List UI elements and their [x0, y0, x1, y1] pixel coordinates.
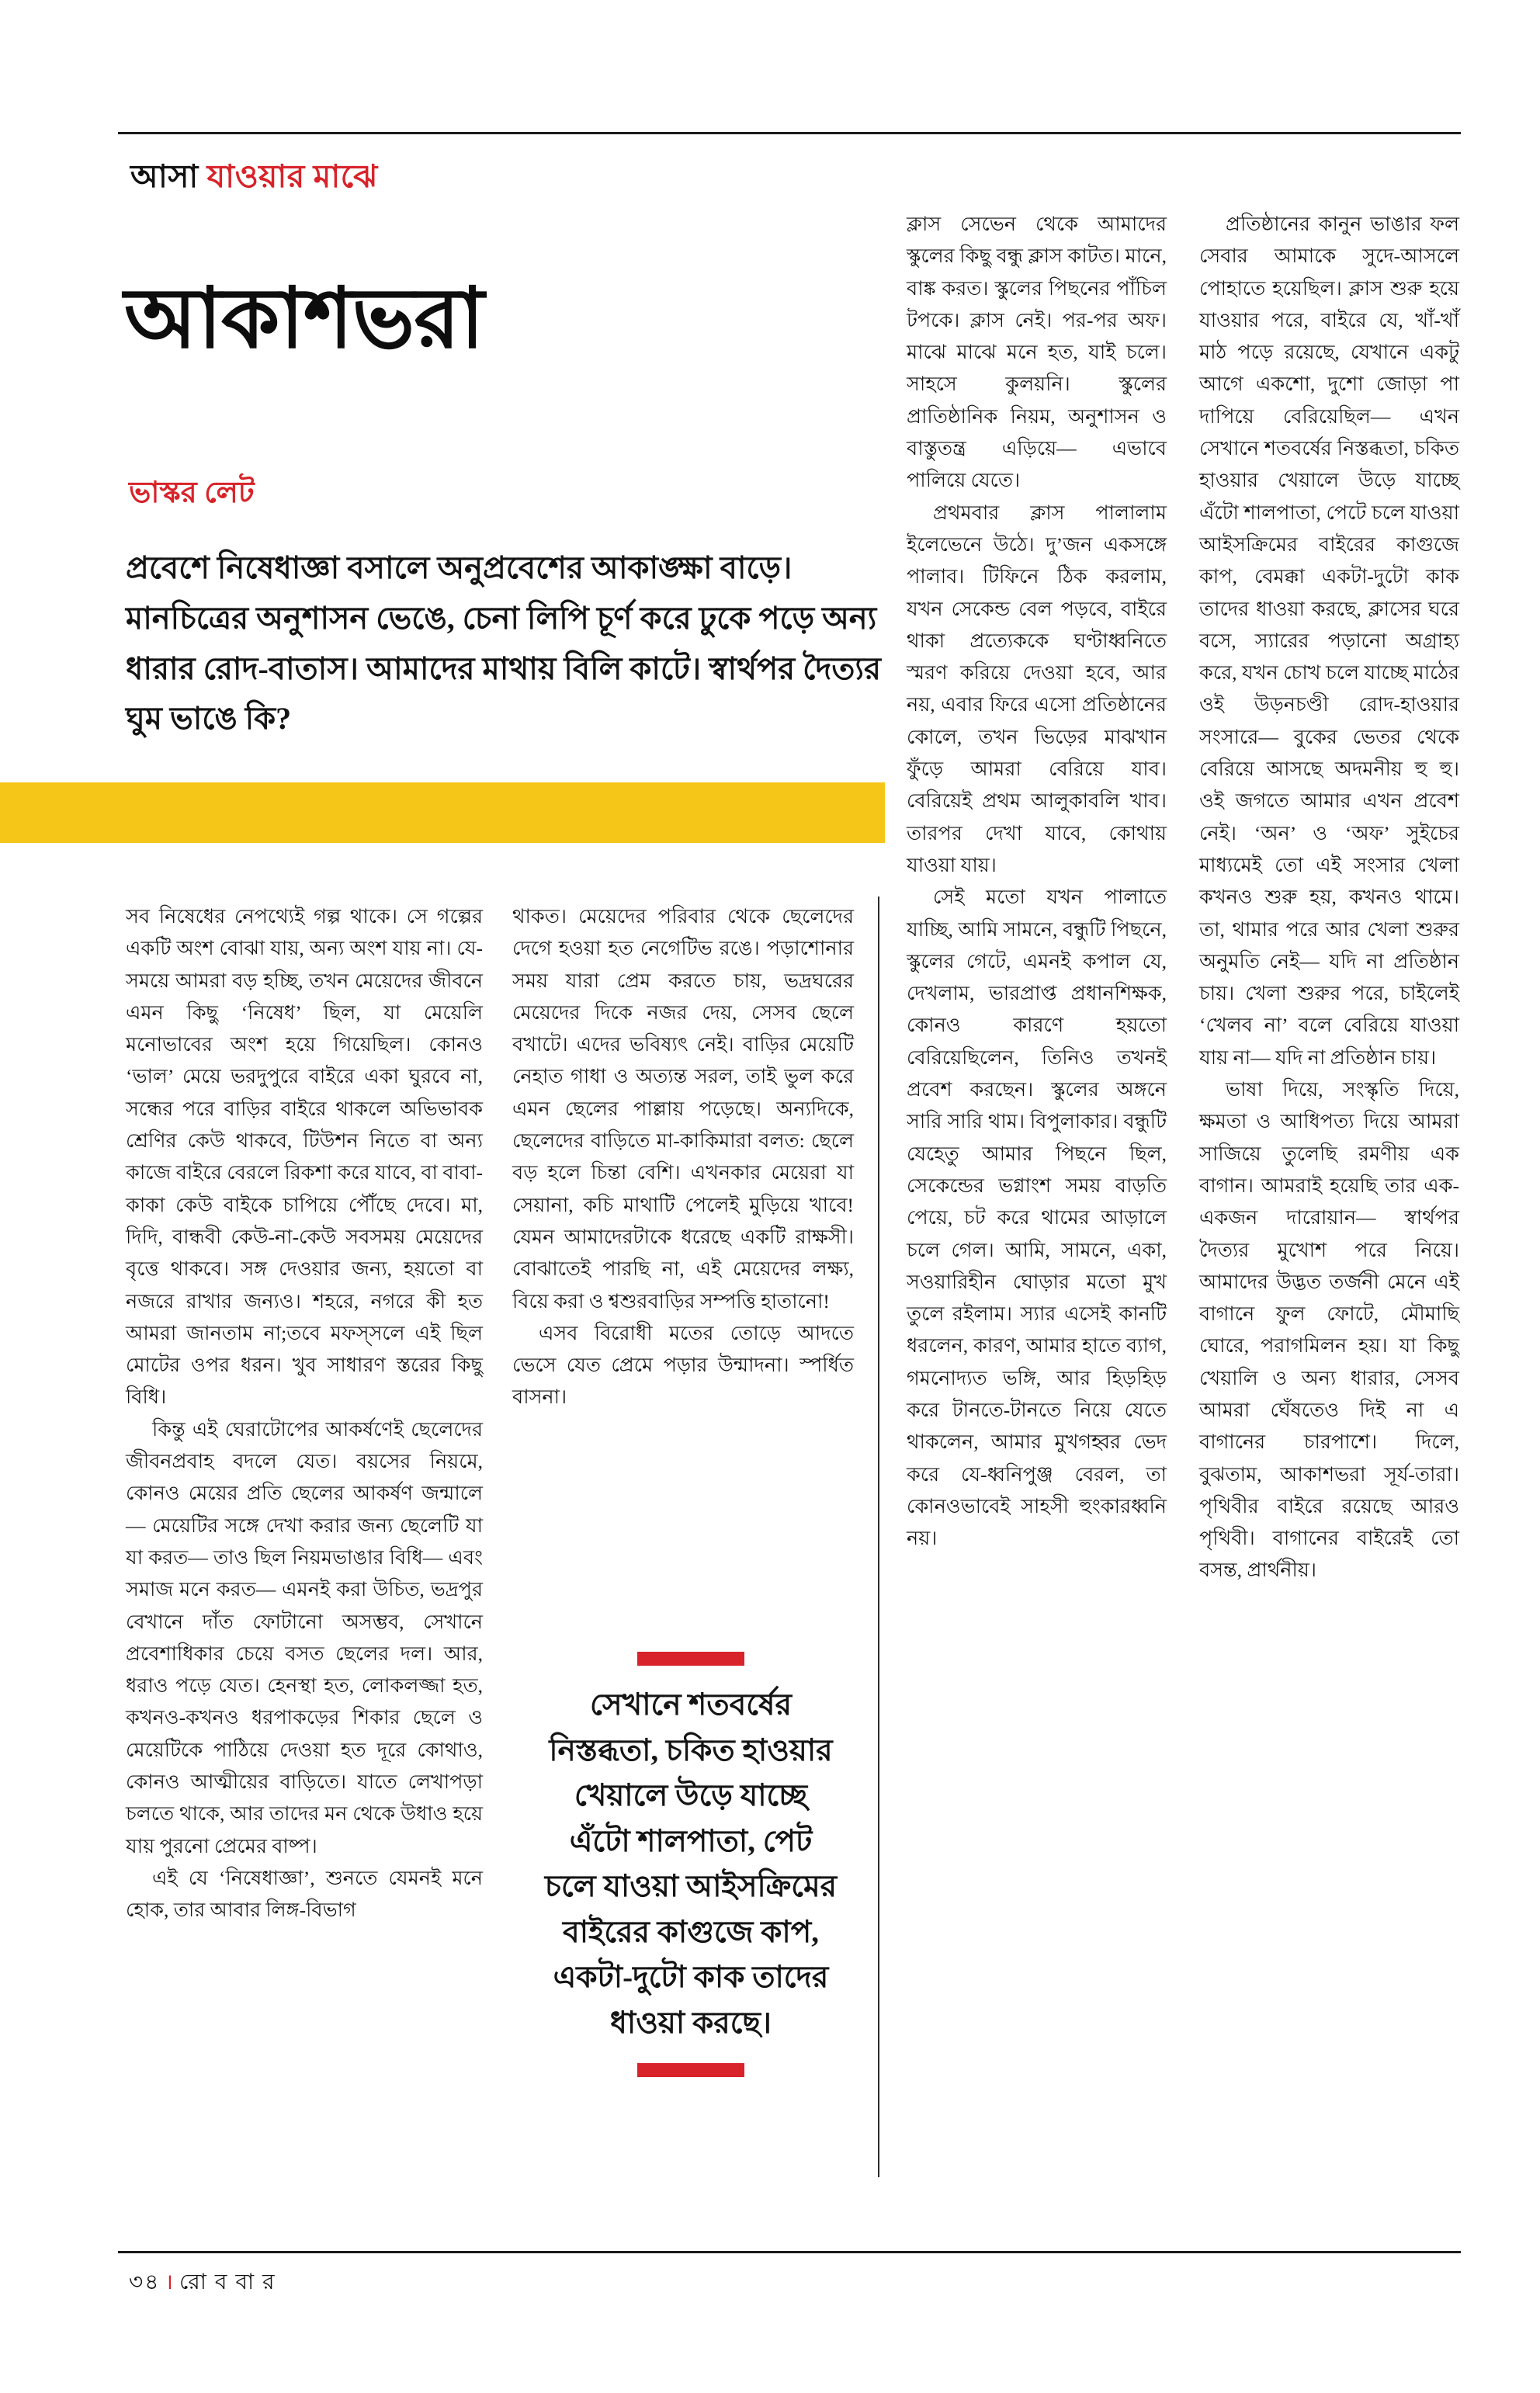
paragraph: সেই মতো যখন পালাতে যাচ্ছি, আমি সামনে, বন্ধুটি পিছনে, স্কুলের গেটে, এমনই কপাল যে, দেখলাম, ভারপ্রাপ্ত প্রধানশিক্ষক, কোনও কারণে হয়তো বেরিয়েছিলেন, তিনিও তখনই প্রবেশ করছেন। স্কুলের অঙ্গনে সারি সারি থাম। বিপুলাকার। বন্ধুটি যেহেতু আমার পিছনে ছিল, সেকেন্ডের ভগ্নাংশ সময় বাড়তি পেয়ে, চট করে থামের আড়ালে চলে গেল। আমি, সামনে, একা, সওয়ারিহীন ঘোড়ার মতো মুখ তুলে রইলাম। স্যার এসেই কানটি ধরলেন, কারণ, আমার হাতে ব্যাগ, গমনোদ্যত ভঙ্গি, আর হিড়হিড় করে টানতে-টানতে নিয়ে যেতে থাকলেন, আমার মুখগহ্বর ভেদ করে যে-ধ্বনিপুঞ্জ বেরল, তা কোনওভাবেই সাহসী হুংকারধ্বনি নয়। [907, 886, 1167, 1550]
page-folio [129, 2265, 276, 2301]
body-column-1 [126, 900, 483, 1927]
top-divider [118, 132, 1461, 134]
body-column-4 [1199, 208, 1459, 1587]
body-column-3 [907, 208, 1167, 1554]
paragraph: সব নিষেধের নেপথ্যেই গল্প থাকে। সে গল্পের একটি অংশ বোঝা যায়, অন্য অংশ যায় না। যে-সময়ে আমরা বড় হচ্ছি, তখন মেয়েদের জীবনে এমন কিছু ‘নিষেধ’ ছিল, যা মেয়েলি মনোভাবের অংশ হয়ে গিয়েছিল। কোনও ‘ভাল’ মেয়ে ভরদুপুরে বাইরে একা ঘুরবে না, সন্ধের পরে বাড়ির বাইরে থাকলে অভিভাবক শ্রেণির কেউ থাকবে, টিউশন নিতে বা অন্য কাজে বাইরে বেরলে রিকশা করে যাবে, বা বাবা-কাকা কেউ বাইকে চাপিয়ে পৌঁছে দেবে। মা, দিদি, বান্ধবী কেউ-না-কেউ সবসময় মেয়েদের বৃত্তে থাকবে। সঙ্গ দেওয়ার জন্য, হয়তো বা নজরে রাখার জন্যও। শহরে, নগরে কী হত আমরা জানতাম না;তবে মফস্সলে এই ছিল মোটের ওপর ধরন। খুব সাধারণ স্তরের কিছু বিধি। [126, 905, 483, 1409]
paragraph: ক্লাস সেভেন থেকে আমাদের স্কুলের কিছু বন্ধু ক্লাস কাটত। মানে, বাঙ্ক করত। স্কুলের পিছনের পাঁচিল টপকে। ক্লাস নেই। পর-পর অফ। মাঝে মাঝে মনে হত, যাই চলে। সাহসে কুলয়নি। স্কুলের প্রাতিষ্ঠানিক নিয়ম, অনুশাসন ও বাস্তুতন্ত্র এড়িয়ে— এভাবে পালিয়ে যেতে। [907, 213, 1167, 492]
pull-quote-top-bar [637, 1652, 744, 1666]
paragraph: এসব বিরোধী মতের তোড়ে আদতে ভেসে যেত প্রেমে পড়ার উন্মাদনা। স্পর্ধিত বাসনা। [512, 1321, 854, 1409]
yellow-accent-bar [0, 782, 885, 843]
page-title: আকাশভরা [124, 273, 484, 366]
paragraph: থাকত। মেয়েদের পরিবার থেকে ছেলেদের দেগে হওয়া হত নেগেটিভ রঙে। পড়াশোনার সময় যারা প্রেম করতে চায়, ভদ্রঘরের মেয়েদের দিকে নজর দেয়, সেসব ছেলে বখাটে। এদের ভবিষ্যৎ নেই। বাড়ির মেয়েটি নেহাত গাধা ও অত্যন্ত সরল, তাই ভুল করে এমন ছেলের পাল্লায় পড়েছে। অন্যদিকে, ছেলেদের বাড়িতে মা-কাকিমারা বলত: ছেলে বড় হলে চিন্তা বেশি। এখনকার মেয়েরা যা সেয়ানা, কচি মাথাটি পেলেই মুড়িয়ে খাবে! যেমন আমাদেরটাকে ধরেছে একটি রাক্ষসী। বোঝাতেই পারছি না, এই মেয়েদের লক্ষ্য, বিয়ে করা ও শ্বশুরবাড়ির সম্পত্তি হাতানো! [512, 905, 854, 1313]
paragraph: প্রথমবার ক্লাস পালালাম ইলেভেনে উঠে। দু’জন একসঙ্গে পালাব। টিফিনে ঠিক করলাম, যখন সেকেন্ড বেল পড়বে, বাইরে থাকা প্রত্যেককে ঘণ্টাধ্বনিতে স্মরণ করিয়ে দেওয়া হবে, আর নয়, এবার ফিরে এসো প্রতিষ্ঠানের কোলে, তখন ভিড়ের মাঝখান ফুঁড়ে আমরা বেরিয়ে যাব। বেরিয়েই প্রথম আলুকাবলি খাব। তারপর দেখা যাবে, কোথায় যাওয়া যায়। [907, 501, 1167, 876]
right-columns-wrapper [907, 208, 1459, 2180]
paragraph: ভাষা দিয়ে, সংস্কৃতি দিয়ে, ক্ষমতা ও আধিপত্য দিয়ে আমরা সাজিয়ে তুলেছি রমণীয় এক বাগান। আমরাই হয়েছি তার এক-একজন দারোয়ান— স্বার্থপর দৈত্যর মুখোশ পরে নিয়ে। আমাদের উদ্ভত তর্জনী মেনে এই বাগানে ফুল ফোটে, মৌমাছি ঘোরে, পরাগমিলন হয়। যা কিছু খেয়ালি ও অন্য ধারার, সেসব আমরা ঘেঁষতেও দিই না এ বাগানের চারপাশে। দিলে, বুঝতাম, আকাশভরা সূর্য-তারা। পৃথিবীর বাইরে রয়েছে আরও পৃথিবী। বাগানের বাইরেই তো বসন্ত, প্রার্থনীয়। [1199, 1078, 1459, 1582]
pull-quote-text: সেখানে শতবর্ষের নিস্তব্ধতা, চকিত হাওয়ার খেয়ালে উড়ে যাচ্ছে এঁটো শালপাতা, পেট চলে যাওয়া আইসক্রিমের বাইরের কাগুজে কাপ, একটা-দুটো কাক তাদের ধাওয়া করছে। [544, 1688, 838, 2040]
paragraph: প্রতিষ্ঠানের কানুন ভাঙার ফল সেবার আমাকে সুদে-আসলে পোহাতে হয়েছিল। ক্লাস শুরু হয়ে যাওয়ার পরে, বাইরে যে, খাঁ-খাঁ মাঠ পড়ে রয়েছে, যেখানে একটু আগে একশো, দুশো জোড়া পা দাপিয়ে বেরিয়েছিল— এখন সেখানে শতবর্ষের নিস্তব্ধতা, চকিত হাওয়ার খেয়ালে উড়ে যাচ্ছে এঁটো শালপাতা, পেটে চলে যাওয়া আইসক্রিমের বাইরের কাগুজে কাপ, বেমক্কা একটা-দুটো কাক তাদের ধাওয়া করছে, ক্লাসের ঘরে বসে, স্যারের পড়ানো অগ্রাহ্য করে, যখন চোখ চলে যাচ্ছে মাঠের ওই উড়নচণ্ডী রোদ-হাওয়ার সংসারে— বুকের ভেতর থেকে বেরিয়ে আসছে অদমনীয় হু হু। ওই জগতে আমার এখন প্রবেশ নেই। ‘অন’ ও ‘অফ’ সুইচের মাধ্যমেই তো এই সংসার খেলা কখনও শুরু হয়, কখনও থামে। তা, থামার পরে আর খেলা শুরুর অনুমতি নেই— যদি না প্রতিষ্ঠান চায়। খেলা শুরুর পরে, চাইলেই ‘খেলব না’ বলে বেরিয়ে যাওয়া যায় না— যদি না প্রতিষ্ঠান চায়। [1199, 213, 1459, 1069]
paragraph: কিন্তু এই ঘেরাটোপের আকর্ষণেই ছেলেদের জীবনপ্রবাহ বদলে যেত। বয়সের নিয়মে, কোনও মেয়ের প্রতি ছেলের আকর্ষণ জন্মালে— মেয়েটির সঙ্গে দেখা করার জন্য ছেলেটি যা যা করত— তাও ছিল নিয়মভাঙার বিধি— এবং সমাজ মনে করত— এমনই করা উচিত, ভদ্রপুর বেখানে দাঁত ফোটানো অসম্ভব, সেখানে প্রবেশাধিকার চেয়ে বসত ছেলের দল। আর, ধরাও পড়ে যেত। হেনস্থা হত, লোকলজ্জা হত, কখনও-কখনও ধরপাকড়ের শিকার ছেলে ও মেয়েটিকে পাঠিয়ে দেওয়া হত দূরে কোথাও, কোনও আত্মীয়ের বাড়িতে। যাতে লেখাপড়া চলতে থাকে, আর তাদের মন থেকে উধাও হয়ে যায় পুরনো প্রেমের বাষ্প। [126, 1417, 483, 1857]
folio-separator: । [165, 2270, 175, 2294]
section-kicker [130, 152, 378, 206]
column-divider [878, 897, 879, 2177]
paragraph: এই যে ‘নিষেধাজ্ঞা’, শুনতে যেমনই মনে হোক, তার আবার লিঙ্গ-বিভাগ [126, 1866, 483, 1922]
author-byline: ভাস্কর লেট [129, 477, 255, 509]
folio-page-number: ৩৪ [129, 2270, 161, 2294]
pull-quote-bottom-bar [637, 2063, 744, 2077]
pull-quote [543, 1652, 838, 2077]
standfirst-text: প্রবেশে নিষেধাজ্ঞা বসালে অনুপ্রবেশের আকাঙ্ক্ষা বাড়ে। মানচিত্রের অনুশাসন ভেঙে, চেনা লিপি চূর্ণ করে ঢুকে পড়ে অন্য ধারার রোদ-বাতাস। আমাদের মাথায় বিলি কাটে। স্বার্থপর দৈত্যর ঘুম ভাঙে কি? [126, 550, 881, 737]
body-column-2 [512, 900, 854, 1413]
kicker-rest: যাওয়ার মাঝে [206, 158, 378, 194]
folio-publication-name: রো ব বা র [179, 2270, 276, 2294]
footer-divider [118, 2251, 1461, 2253]
kicker-first-word: আসা [130, 158, 199, 194]
